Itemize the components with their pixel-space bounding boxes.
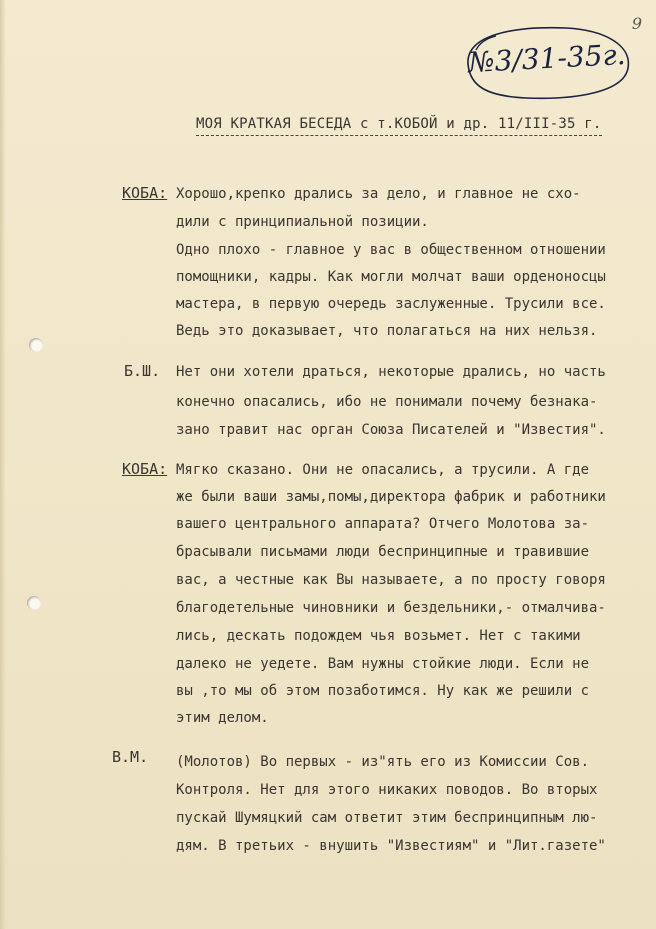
text-line: Нет они хотели драться, некоторые дрались, но часть bbox=[176, 364, 606, 380]
page-number: 9 bbox=[631, 14, 642, 33]
text-line: вас, а честные как Вы называете, а по просту говоря bbox=[176, 572, 606, 588]
document-title: МОЯ КРАТКАЯ БЕСЕДА с т.КОБОЙ и др. 11/III-35 г. bbox=[196, 116, 602, 136]
text-line: Хорошо,крепко дрались за дело, и главное не схо- bbox=[176, 186, 581, 202]
text-line: конечно опасались, ибо не понимали почему безнака- bbox=[176, 394, 598, 410]
speaker-label: КОБА: bbox=[122, 460, 168, 478]
text-line: дили с принципиальной позиции. bbox=[176, 214, 429, 230]
text-line: благодетельные чиновники и бездельники,- отмалчива- bbox=[176, 600, 606, 616]
text-line: вы ,то мы об этом позаботимся. Ну как же решили с bbox=[176, 683, 590, 699]
text-line: Ведь это доказывает, что полагаться на них нельзя. bbox=[176, 323, 598, 339]
text-line: же были ваши замы,помы,директора фабрик и работники bbox=[176, 489, 606, 505]
text-line: далеко не уедете. Вам нужны стойкие люди. Если не bbox=[176, 656, 590, 672]
text-line: Контроля. Нет для этого никаких поводов. Во вторых bbox=[176, 782, 598, 798]
punch-hole bbox=[27, 596, 41, 610]
punch-hole bbox=[29, 338, 43, 352]
speaker-label: В.М. bbox=[112, 748, 149, 766]
text-line: Одно плохо - главное у вас в общественном отношении bbox=[176, 242, 606, 258]
speaker-label: Б.Ш. bbox=[124, 362, 161, 380]
text-line: зано травит нас орган Союза Писателей и "Известия". bbox=[176, 422, 606, 438]
text-line: (Молотов) Во первых - из"ять его из Комиссии Сов. bbox=[176, 754, 590, 770]
text-line: мастера, в первую очередь заслуженные. Трусили все. bbox=[176, 296, 606, 312]
text-line: вашего центрального аппарата? Отчего Молотова за- bbox=[176, 516, 590, 532]
text-line: пускай Шумяцкий сам ответит этим беспринципным лю- bbox=[176, 810, 598, 826]
text-line: дям. В третьих - внушить "Известиям" и "Лит.газете" bbox=[176, 838, 606, 854]
text-line: брасывали письмами люди беспринципные и травившие bbox=[176, 544, 590, 560]
text-line: Мягко сказано. Они не опасались, а трусили. А где bbox=[176, 462, 590, 478]
text-line: лись, дескать подождем чья возьмет. Нет с такими bbox=[176, 628, 581, 644]
text-line: этим делом. bbox=[176, 710, 269, 726]
reference-number: №3/31-35г. bbox=[467, 37, 627, 80]
text-line: помощники, кадры. Как могли молчат ваши орденоносцы bbox=[176, 269, 606, 285]
speaker-label: КОБА: bbox=[122, 184, 168, 202]
